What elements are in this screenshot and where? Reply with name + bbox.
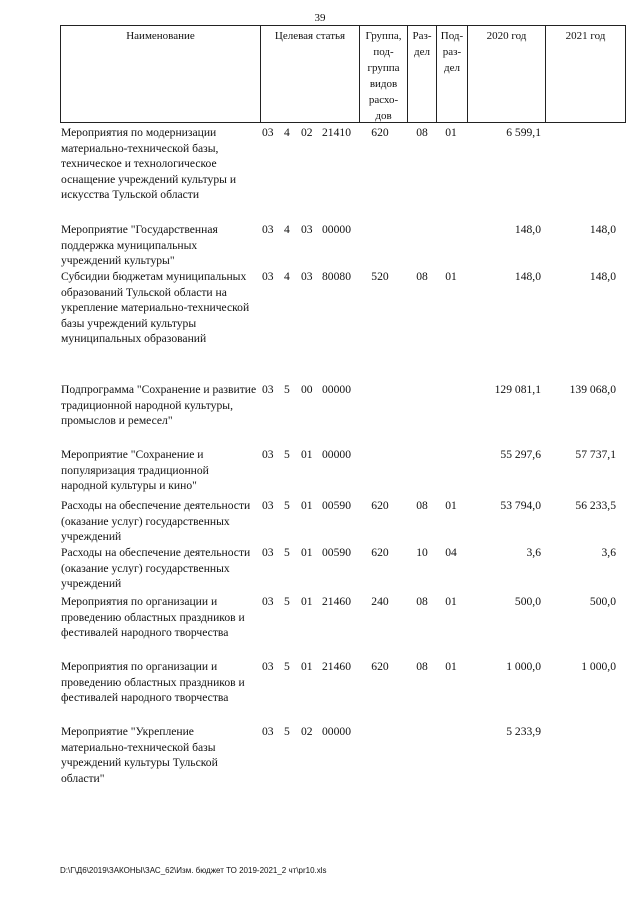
row-subsection: 01 — [445, 595, 457, 608]
row-cs-program: 03 — [262, 270, 274, 283]
header-subsection — [436, 25, 467, 123]
row-value-2020: 148,0 — [514, 223, 541, 236]
row-cs-program: 03 — [262, 499, 274, 512]
row-value-2020: 500,0 — [514, 595, 541, 608]
footer-file-path: D:\Г\Д6\2019\ЗАКОНЫ\ЗАС_62\Изм. бюджет ТО 2019-2021_2 чт\pr10.xls — [60, 866, 327, 875]
row-value-2021: 500,0 — [589, 595, 616, 608]
row-cs-code: 21460 — [322, 660, 351, 673]
header-name: Наименование — [60, 25, 260, 123]
row-cs-program: 03 — [262, 660, 274, 673]
row-cs-program: 03 — [262, 126, 274, 139]
row-cs-event: 01 — [301, 499, 313, 512]
row-cs-event: 01 — [301, 660, 313, 673]
row-cs-subprogram: 5 — [284, 595, 290, 608]
header-group-line: дов — [375, 110, 392, 122]
row-cs-code: 00590 — [322, 499, 351, 512]
row-cs-code: 21410 — [322, 126, 351, 139]
row-section: 10 — [416, 546, 428, 559]
row-cs-event: 00 — [301, 383, 313, 396]
row-subsection: 04 — [445, 546, 457, 559]
row-name: Расходы на обеспечение деятельности (оказание услуг) государственных учреждений — [61, 499, 251, 543]
page-number: 39 — [314, 12, 326, 24]
header-group-line: видов — [369, 78, 398, 90]
row-group: 620 — [371, 126, 389, 139]
row-value-2021: 57 737,1 — [575, 448, 616, 461]
row-cs-subprogram: 4 — [284, 126, 290, 139]
header-group-line: расхо- — [368, 94, 399, 106]
header-section — [407, 25, 436, 123]
row-cs-program: 03 — [262, 595, 274, 608]
header-subsection-line: дел — [444, 62, 460, 74]
row-cs-subprogram: 5 — [284, 546, 290, 559]
row-cs-subprogram: 5 — [284, 660, 290, 673]
row-section: 08 — [416, 660, 428, 673]
row-name: Субсидии бюджетам муниципальных образований Тульской области на укрепление материально-технической базы учреждений культуры муниципальных образований — [61, 270, 250, 345]
row-value-2021: 3,6 — [601, 546, 616, 559]
row-value-2020: 55 297,6 — [500, 448, 541, 461]
row-value-2020: 1 000,0 — [506, 660, 541, 673]
row-cs-subprogram: 5 — [284, 448, 290, 461]
row-cs-code: 00000 — [322, 383, 351, 396]
row-name: Расходы на обеспечение деятельности (оказание услуг) государственных учреждений — [61, 546, 251, 590]
row-subsection: 01 — [445, 499, 457, 512]
row-section: 08 — [416, 499, 428, 512]
row-cs-program: 03 — [262, 546, 274, 559]
row-cs-code: 00000 — [322, 448, 351, 461]
row-cs-subprogram: 5 — [284, 725, 290, 738]
row-value-2020: 6 599,1 — [506, 126, 541, 139]
row-subsection: 01 — [445, 270, 457, 283]
row-cs-event: 02 — [301, 126, 313, 139]
row-group: 520 — [371, 270, 389, 283]
row-section: 08 — [416, 595, 428, 608]
budget-table — [60, 25, 626, 785]
row-name: Мероприятие "Сохранение и популяризация традиционной народной культуры и кино" — [61, 448, 209, 492]
table-header — [60, 25, 626, 123]
header-section-line: Раз- — [412, 30, 432, 42]
row-cs-subprogram: 4 — [284, 223, 290, 236]
row-cs-event: 01 — [301, 595, 313, 608]
row-name: Подпрограмма "Сохранение и развитие традиционной народной культуры, промыслов и ремесел" — [61, 383, 257, 427]
header-subsection-line: Под- — [440, 30, 464, 42]
row-cs-code: 21460 — [322, 595, 351, 608]
row-section: 08 — [416, 270, 428, 283]
row-cs-program: 03 — [262, 725, 274, 738]
row-group: 240 — [371, 595, 389, 608]
row-section: 08 — [416, 126, 428, 139]
row-name: Мероприятия по организации и проведению областных праздников и фестивалей народного творчества — [61, 595, 245, 639]
header-2020: 2020 год — [467, 25, 545, 123]
row-name: Мероприятия по модернизации материально-технической базы, техническое и технологическое оснащение учреждений культуры и искусства Тульской области — [61, 126, 237, 201]
header-group-line: Группа, — [365, 30, 402, 42]
row-value-2020: 129 081,1 — [494, 383, 541, 396]
row-cs-code: 00590 — [322, 546, 351, 559]
row-subsection: 01 — [445, 660, 457, 673]
row-cs-event: 01 — [301, 448, 313, 461]
row-value-2021: 1 000,0 — [581, 660, 616, 673]
header-group-line: группа — [367, 62, 400, 74]
header-expense-group — [359, 25, 407, 123]
row-cs-code: 80080 — [322, 270, 351, 283]
row-cs-event: 03 — [301, 223, 313, 236]
row-group: 620 — [371, 660, 389, 673]
row-group: 620 — [371, 499, 389, 512]
row-cs-subprogram: 4 — [284, 270, 290, 283]
row-value-2020: 53 794,0 — [500, 499, 541, 512]
header-group-line: под- — [373, 46, 394, 58]
header-2021: 2021 год — [545, 25, 626, 123]
row-group: 620 — [371, 546, 389, 559]
row-value-2021: 148,0 — [589, 270, 616, 283]
row-cs-program: 03 — [262, 448, 274, 461]
row-cs-event: 01 — [301, 546, 313, 559]
row-name: Мероприятие "Укрепление материально-технической базы учреждений культуры Тульской области" — [61, 725, 218, 785]
row-cs-program: 03 — [262, 383, 274, 396]
row-value-2020: 148,0 — [514, 270, 541, 283]
row-cs-event: 03 — [301, 270, 313, 283]
row-name: Мероприятие "Государственная поддержка муниципальных учреждений культуры" — [61, 223, 218, 267]
header-subsection-line: раз- — [442, 46, 462, 58]
header-section-line: дел — [414, 46, 430, 58]
row-name: Мероприятия по организации и проведению областных праздников и фестивалей народного творчества — [61, 660, 245, 704]
row-cs-event: 02 — [301, 725, 313, 738]
row-cs-subprogram: 5 — [284, 499, 290, 512]
row-value-2020: 3,6 — [526, 546, 541, 559]
row-cs-code: 00000 — [322, 725, 351, 738]
row-value-2021: 148,0 — [589, 223, 616, 236]
header-target-article: Целевая статья — [260, 25, 359, 123]
row-cs-code: 00000 — [322, 223, 351, 236]
row-subsection: 01 — [445, 126, 457, 139]
row-value-2020: 5 233,9 — [506, 725, 541, 738]
row-cs-program: 03 — [262, 223, 274, 236]
row-value-2021: 139 068,0 — [569, 383, 616, 396]
row-value-2021: 56 233,5 — [575, 499, 616, 512]
row-cs-subprogram: 5 — [284, 383, 290, 396]
